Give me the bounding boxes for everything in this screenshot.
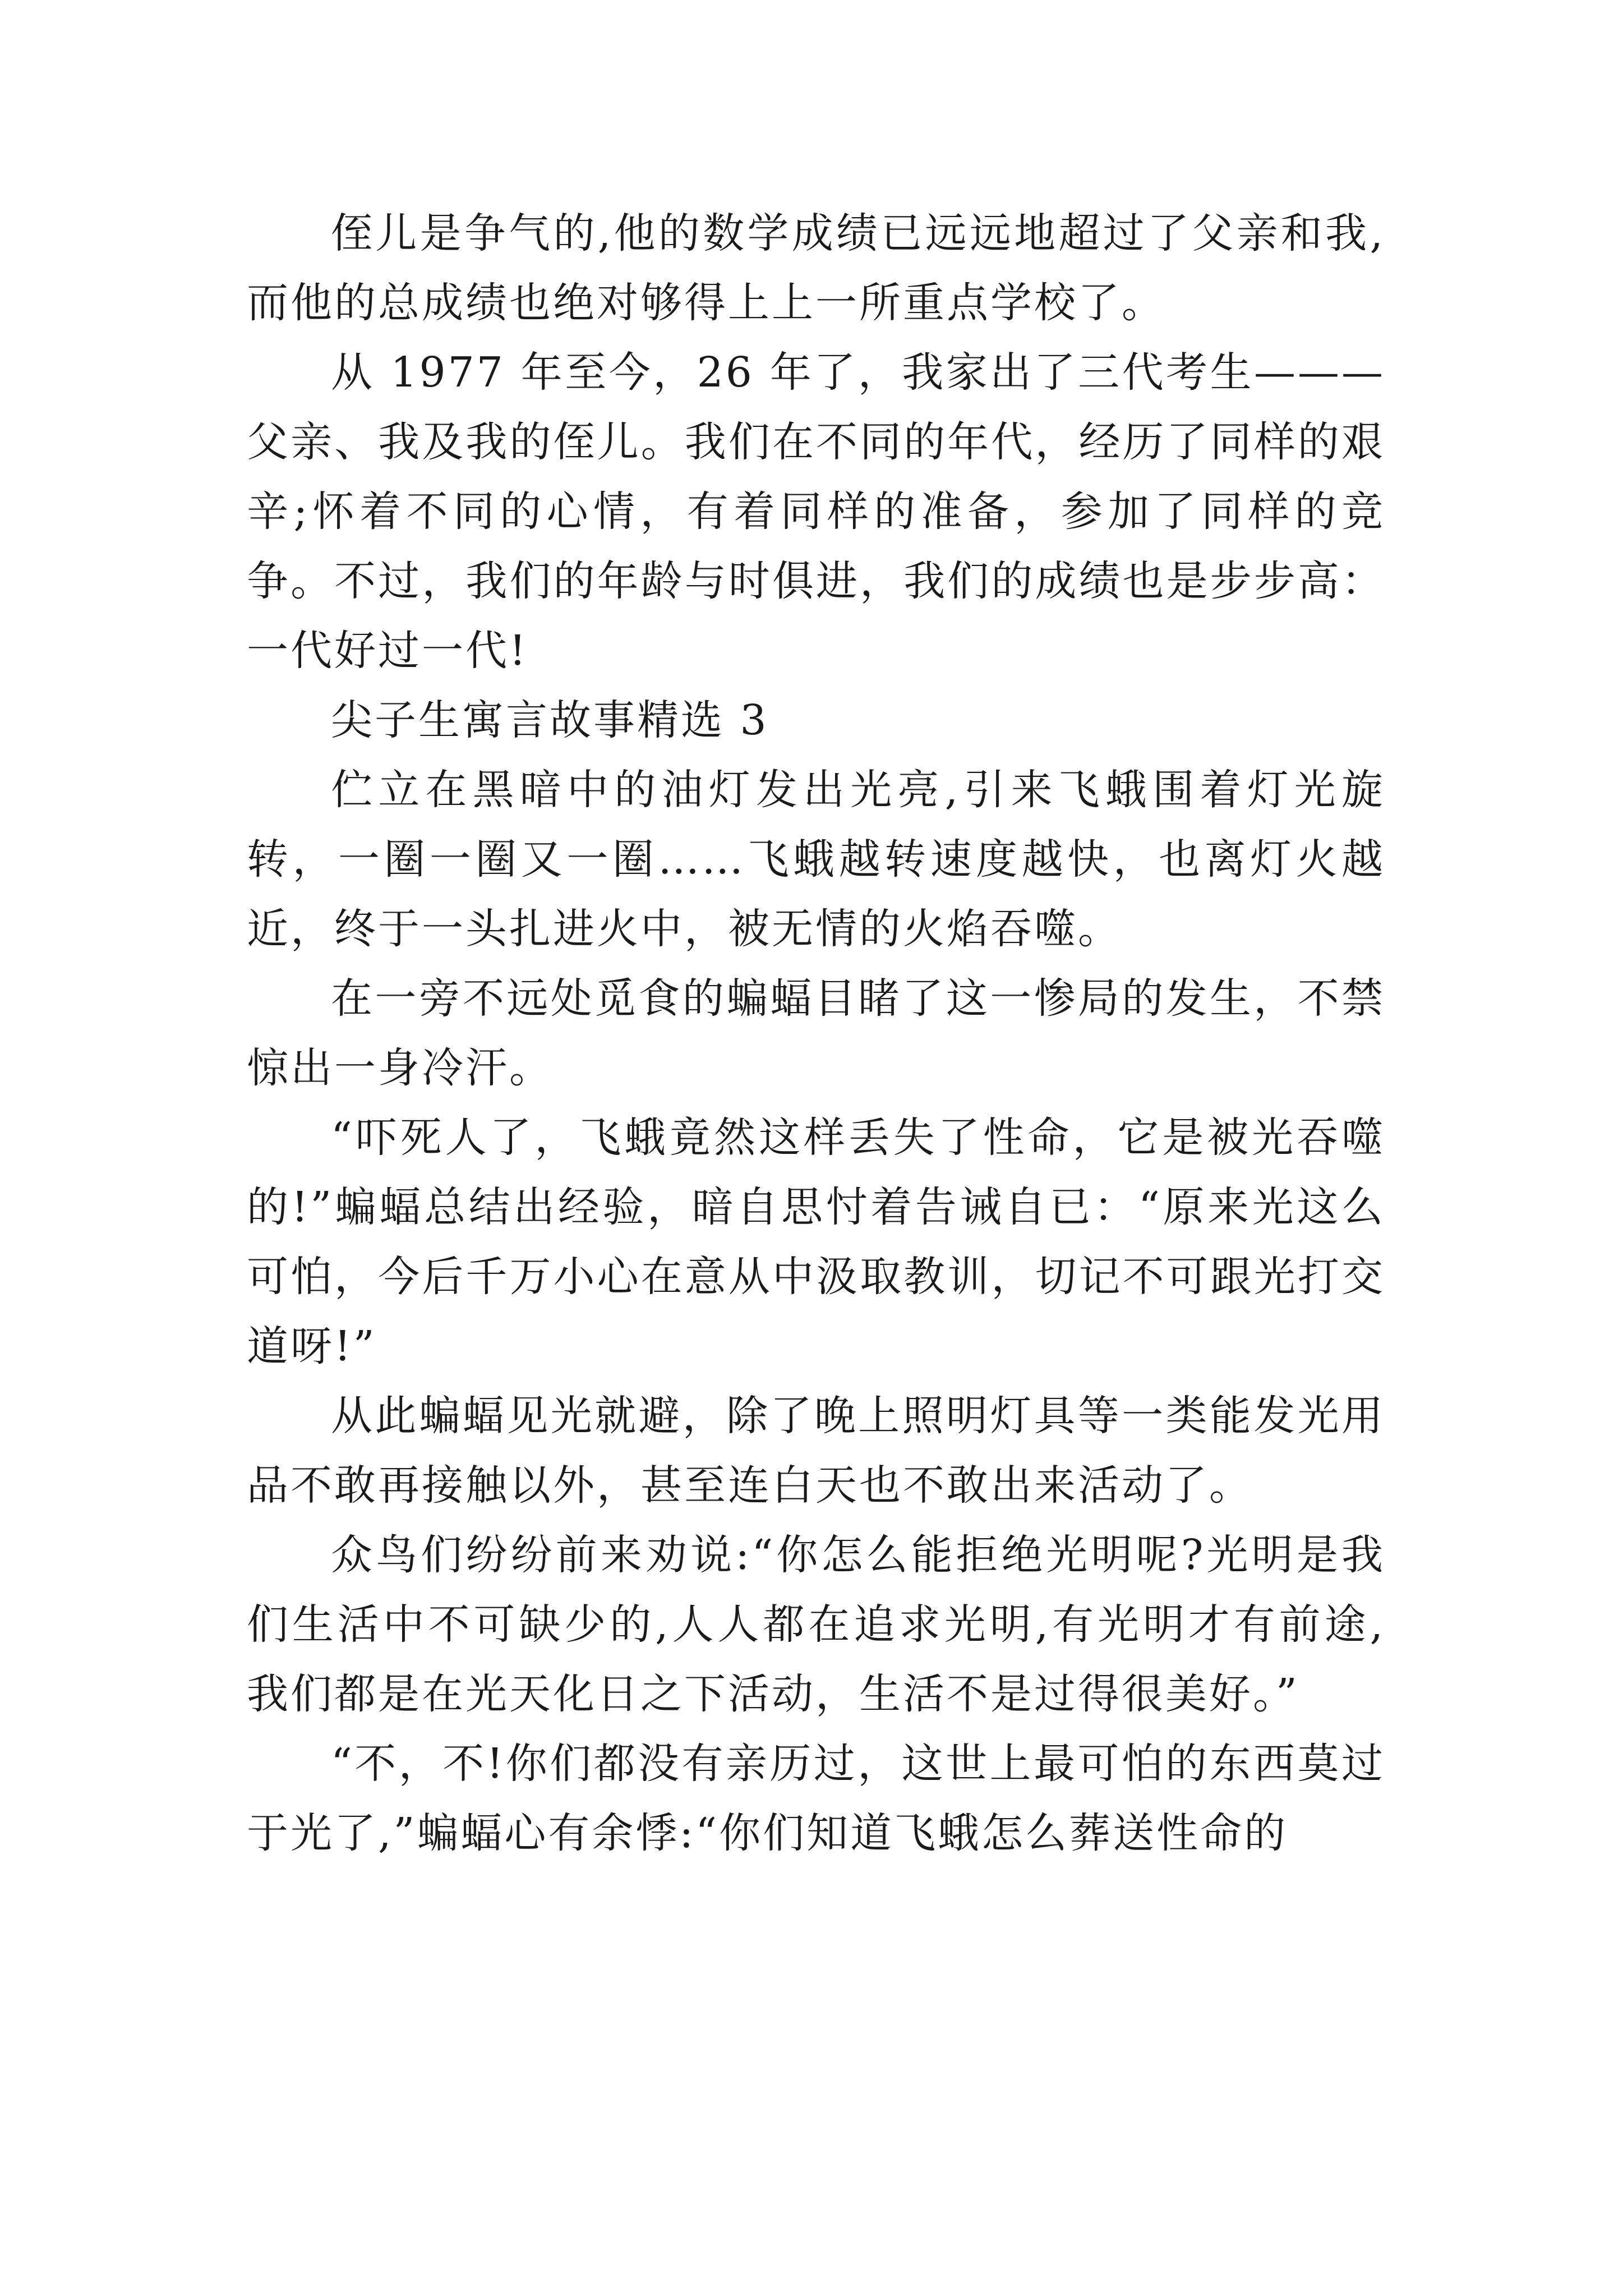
paragraph-2: 从 1977 年至今，26 年了，我家出了三代考生———父亲、我及我的侄儿。我们在不同的年代，经历了同样的艰辛;怀着不同的心情，有着同样的准备，参加了同样的竞争。不过，我们的年龄与时俱进，我们的成绩也是步步高：一代好过一代! bbox=[247, 348, 1385, 675]
document-body bbox=[247, 199, 1385, 1868]
paragraph-6: 从此蝙蝠见光就避，除了晚上照明灯具等一类能发光用品不敢再接触以外，甚至连白天也不敢出来活动了。 bbox=[247, 1392, 1385, 1510]
paragraph-7: 众鸟们纷纷前来劝说:“你怎么能拒绝光明呢?光明是我们生活中不可缺少的,人人都在追求光明,有光明才有前途,我们都是在光天化日之下活动，生活不是过得很美好。” bbox=[247, 1531, 1385, 1718]
paragraph-4: 在一旁不远处觅食的蝙蝠目睹了这一惨局的发生，不禁惊出一身冷汗。 bbox=[247, 974, 1385, 1092]
section-heading: 尖子生寓言故事精选 3 bbox=[331, 696, 769, 744]
paragraph-1: 侄儿是争气的,他的数学成绩已远远地超过了父亲和我,而他的总成绩也绝对够得上上一所重点学校了。 bbox=[247, 209, 1385, 327]
paragraph-3: 伫立在黑暗中的油灯发出光亮,引来飞蛾围着灯光旋转，一圈一圈又一圈……飞蛾越转速度越快，也离灯火越近，终于一头扎进火中，被无情的火焰吞噬。 bbox=[247, 766, 1385, 953]
paragraph-5: “吓死人了，飞蛾竟然这样丢失了性命，它是被光吞噬的!”蝙蝠总结出经验，暗自思忖着告诫自已：“原来光这么可怕，今后千万小心在意从中汲取教训，切记不可跟光打交道呀!” bbox=[247, 1114, 1385, 1370]
paragraph-8: “不，不!你们都没有亲历过，这世上最可怕的东西莫过于光了,”蝙蝠心有余悸:“你们知道飞蛾怎么葬送性命的 bbox=[247, 1740, 1385, 1857]
